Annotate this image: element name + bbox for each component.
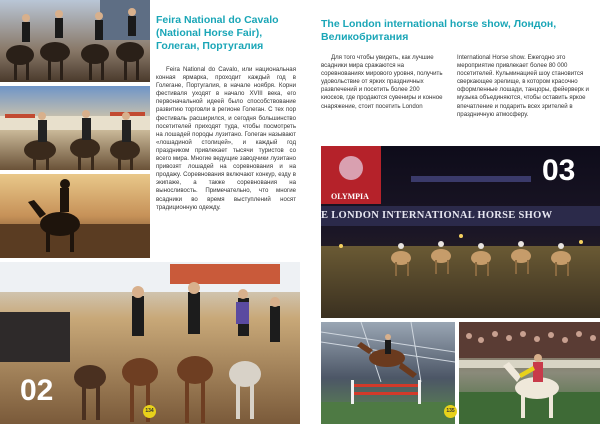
olympia-logo-label: OLYMPIA [331, 192, 369, 201]
article-body-golega: Feira National do Cavalo, или национальная конная ярмарка, проходит каждый год в Голегане, Португалия, в начале ноября. Корни фестиваля уходят в начало XVIII века, его первоначальной идеей было способствование развитию торговли в регионе Голеган. С тех пор фестиваль расширился, и сегодня большинство посетителей приходят туда, чтобы посмотреть на лошадей породы лузитано. Голеган называют «лошадиной столицей», и каждый год праздником привлекает тысячи туристов со всего мира. Многие ведущие заводчики лузитано привозят лошадей на соревнования и на продажу. Соревнования включают конкур, езду в экипаже, а также соревнования на выносливость. Примечательно, что многие всадники во время выступлений носят традиционную одежду. [156, 66, 296, 211]
photo-show-jumping [321, 322, 455, 424]
photo-riders-top [0, 0, 150, 82]
photo-rider-sunset [0, 174, 150, 258]
article-title-london: The London international horse show, Лондон, Великобритания [321, 18, 557, 43]
section-number-03: 03 [542, 154, 576, 187]
arena-banner-text: E LONDON INTERNATIONAL HORSE SHOW [321, 210, 553, 221]
page-number-badge-right: 135 [444, 405, 457, 418]
page-number-badge-left: 134 [143, 405, 156, 418]
section-number-02: 02 [20, 374, 54, 407]
photo-riders-middle [0, 86, 150, 170]
article-body-london-col1: Для того чтобы увидеть, как лучшие всадники мира сражаются на соревнованиях мирового уровня, получить удовольствие от ярких праздничных развлечений и посетить более 200 киосков, где продаются сувениры и конное снаряжение, стоит посетить London [321, 54, 443, 110]
article-body-london-col2: International Horse show. Ежегодно это мероприятие привлекает более 80 000 посетителей. Кульминацией шоу становится сверкающее зрелище, в котором красочно оформленные лошади, танцоры, фейерверк и музыка объединяются, чтобы оставить яркое впечатление и подарить всех зрителей в праздничную атмосферу. [457, 54, 589, 118]
photo-costumed-rider [459, 322, 600, 424]
article-title-golega: Feira National do Cavalo (National Horse Fair), Голеган, Португалия [156, 14, 279, 52]
